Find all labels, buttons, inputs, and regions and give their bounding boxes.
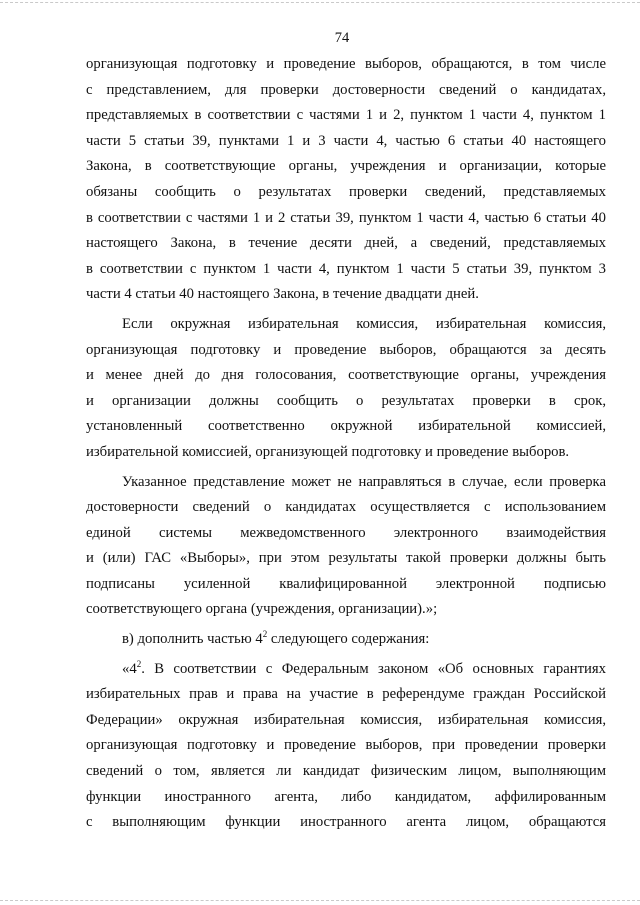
paragraph-5 — [86, 657, 606, 836]
text-line: обязаны сообщить о результатах проверки сведений, представляемых — [86, 183, 606, 200]
text-line: в соответствии с частями 1 и 2 статьи 39, пунктом 1 части 4, частью 6 статьи 40 — [86, 209, 606, 226]
text-fragment: в) дополнить частью 4 — [122, 631, 263, 648]
text-line: соответствующего органа (учреждения, организации).»; — [86, 601, 438, 618]
text-line — [86, 627, 606, 653]
document-body — [86, 52, 606, 836]
text-line: представляемых в соответствии с частями 1 и 2, пунктом 1 части 4, пунктом 1 — [86, 107, 606, 124]
text-line: подписаны усиленной квалифицированной электронной подписью — [86, 575, 606, 592]
text-line: избирательных прав и права на участие в референдуме граждан Российской — [86, 686, 606, 703]
paragraph-3 — [86, 470, 606, 624]
text-line: с выполняющим функции иностранного агента лицом, обращаются — [86, 814, 606, 831]
text-line: и (или) ГАС «Выборы», при этом результаты такой проверки должны быть — [86, 550, 606, 567]
paragraph-1 — [86, 52, 606, 308]
paragraph-4 — [86, 627, 606, 653]
text-line: сведений о том, является ли кандидат физическим лицом, выполняющим — [86, 763, 606, 780]
text-line: Закона, в соответствующие органы, учреждения и организации, которые — [86, 158, 606, 175]
text-line: и организации должны сообщить о результатах проверки в срок, — [86, 392, 606, 409]
text-line: Указанное представление может не направляться в случае, если проверка — [122, 473, 606, 490]
text-line: части 4 статьи 40 настоящего Закона, в течение двадцати дней. — [86, 286, 479, 303]
text-line: организующая подготовку и проведение выборов, обращаются за десять — [86, 341, 606, 358]
text-fragment: . В соответствии с Федеральным законом «Об основных гарантиях — [141, 660, 606, 677]
text-line: организующая подготовку и проведение выборов, при проведении проверки — [86, 737, 606, 754]
text-line: настоящего Закона, в течение десяти дней, а сведений, представляемых — [86, 235, 606, 252]
paragraph-2 — [86, 312, 606, 466]
text-line: Федерации» окружная избирательная комиссия, избирательная комиссия, — [86, 711, 606, 728]
page-number: 74 — [334, 30, 350, 46]
text-fragment: «4 — [122, 660, 137, 677]
text-line: организующая подготовку и проведение выборов, обращаются, в том числе — [86, 56, 606, 72]
text-line: Если окружная избирательная комиссия, избирательная комиссия, — [122, 315, 606, 332]
text-fragment: следующего содержания: — [267, 631, 430, 648]
superscript: 2 — [136, 658, 142, 669]
text-line: в соответствии с пунктом 1 части 4, пунктом 1 части 5 статьи 39, пунктом 3 — [86, 260, 606, 277]
text-line: с представлением, для проверки достоверности сведений о кандидатах, — [86, 81, 606, 98]
text-line — [86, 657, 606, 683]
text-line: части 5 статьи 39, пунктами 1 и 3 части 4, частью 6 статьи 40 настоящего — [86, 132, 606, 149]
text-line: установленный соответственно окружной избирательной комиссией, — [86, 418, 606, 435]
text-line: избирательной комиссией, организующей подготовку и проведение выборов. — [86, 443, 570, 460]
scan-edge-bottom — [0, 900, 640, 901]
text-line: единой системы межведомственного электронного взаимодействия — [86, 524, 606, 541]
superscript: 2 — [262, 629, 268, 640]
text-line: функции иностранного агента, либо кандидатом, аффилированным — [86, 788, 606, 805]
text-line: достоверности сведений о кандидатах осуществляется с использованием — [86, 499, 606, 516]
text-line: и менее дней до дня голосования, соответствующие органы, учреждения — [86, 367, 606, 384]
scan-edge-top — [0, 2, 640, 3]
